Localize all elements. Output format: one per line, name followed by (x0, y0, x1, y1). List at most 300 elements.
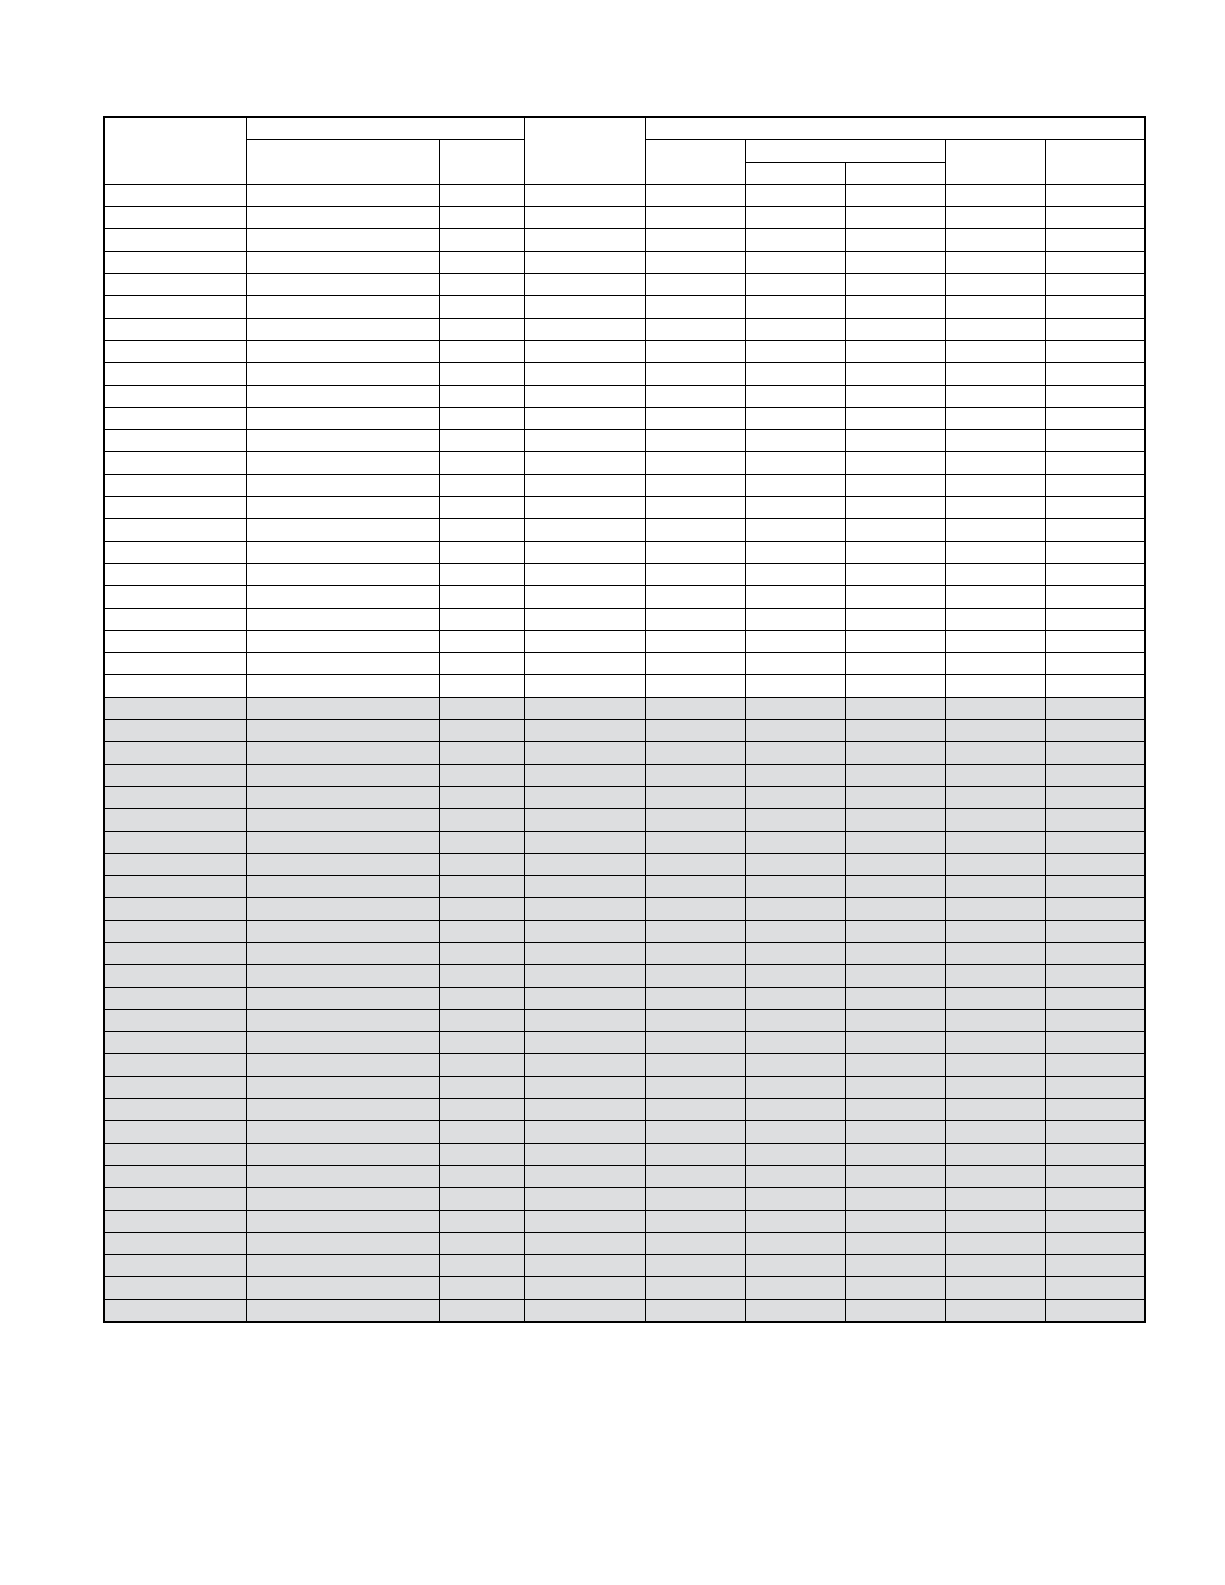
table-cell (246, 1255, 439, 1277)
table-row-shaded (104, 809, 1145, 831)
table-cell (645, 876, 745, 898)
table-cell (524, 1054, 645, 1076)
table-cell (745, 1076, 845, 1098)
table-row-shaded (104, 697, 1145, 719)
table-row-shaded (104, 1032, 1145, 1054)
table-cell (1045, 1255, 1145, 1277)
table-cell (645, 184, 745, 206)
table-cell (845, 1076, 945, 1098)
table-cell (1045, 474, 1145, 496)
header-cell (104, 117, 246, 184)
table-cell (524, 876, 645, 898)
table-cell (945, 697, 1045, 719)
table-cell (439, 1054, 524, 1076)
table-cell (104, 876, 246, 898)
table-row (104, 363, 1145, 385)
table-cell (439, 1099, 524, 1121)
table-cell (104, 720, 246, 742)
table-cell (104, 786, 246, 808)
table-cell (1045, 1299, 1145, 1322)
table-cell (104, 1299, 246, 1322)
table-cell (439, 1210, 524, 1232)
table-cell (945, 876, 1045, 898)
table-cell (439, 742, 524, 764)
header-row (104, 117, 1145, 140)
table-cell (246, 1277, 439, 1299)
table-cell (845, 608, 945, 630)
table-row (104, 407, 1145, 429)
table-cell (524, 385, 645, 407)
table-cell (845, 942, 945, 964)
table-cell (1045, 1054, 1145, 1076)
table-cell (845, 876, 945, 898)
table-row-shaded (104, 987, 1145, 1009)
table-cell (645, 296, 745, 318)
table-cell (745, 207, 845, 229)
table-cell (645, 1210, 745, 1232)
table-cell (1045, 318, 1145, 340)
table-cell (845, 296, 945, 318)
table-cell (745, 363, 845, 385)
table-cell (439, 318, 524, 340)
table-cell (104, 742, 246, 764)
table-cell (104, 1076, 246, 1098)
table-row (104, 563, 1145, 585)
table-cell (845, 1143, 945, 1165)
table-row (104, 675, 1145, 697)
table-cell (439, 497, 524, 519)
table-cell (745, 251, 845, 273)
table-cell (439, 430, 524, 452)
table-cell (645, 853, 745, 875)
table-cell (246, 407, 439, 429)
table-cell (439, 1255, 524, 1277)
table-cell (439, 1032, 524, 1054)
table-cell (745, 1299, 845, 1322)
table-cell (945, 407, 1045, 429)
table-cell (945, 1277, 1045, 1299)
table-cell (1045, 452, 1145, 474)
table-cell (104, 1121, 246, 1143)
header-cell (524, 117, 645, 184)
table-row-shaded (104, 1143, 1145, 1165)
table-cell (439, 563, 524, 585)
table-cell (524, 519, 645, 541)
table-cell (1045, 497, 1145, 519)
table-cell (745, 831, 845, 853)
header-cell (246, 140, 439, 185)
header-cell (845, 162, 945, 184)
table-cell (745, 853, 845, 875)
table-cell (945, 965, 1045, 987)
table-cell (104, 942, 246, 964)
table-cell (246, 184, 439, 206)
table-row-shaded (104, 1299, 1145, 1322)
table-cell (845, 1009, 945, 1031)
table-cell (645, 965, 745, 987)
table-cell (745, 452, 845, 474)
table-cell (246, 942, 439, 964)
table-cell (524, 987, 645, 1009)
table-cell (845, 653, 945, 675)
table-cell (945, 831, 1045, 853)
table-cell (524, 1188, 645, 1210)
table-cell (104, 920, 246, 942)
table-cell (439, 853, 524, 875)
table-cell (524, 1143, 645, 1165)
table-cell (845, 720, 945, 742)
table-cell (246, 1076, 439, 1098)
table-cell (524, 184, 645, 206)
table-row-shaded (104, 1121, 1145, 1143)
table-cell (1045, 831, 1145, 853)
table-cell (104, 898, 246, 920)
table-cell (845, 1210, 945, 1232)
table-row-shaded (104, 1277, 1145, 1299)
table-cell (845, 920, 945, 942)
table-cell (524, 229, 645, 251)
table-cell (1045, 809, 1145, 831)
table-cell (745, 1054, 845, 1076)
table-cell (1045, 630, 1145, 652)
table-cell (645, 497, 745, 519)
table-cell (524, 1255, 645, 1277)
table-cell (845, 363, 945, 385)
table-cell (439, 653, 524, 675)
table-row-shaded (104, 1076, 1145, 1098)
table-cell (246, 898, 439, 920)
table-cell (246, 1009, 439, 1031)
table-cell (745, 1277, 845, 1299)
table-cell (645, 653, 745, 675)
table-cell (745, 340, 845, 362)
table-cell (246, 586, 439, 608)
table-cell (1045, 1232, 1145, 1254)
table-cell (246, 519, 439, 541)
table-cell (845, 1099, 945, 1121)
table-cell (246, 1143, 439, 1165)
table-row (104, 385, 1145, 407)
table-cell (439, 229, 524, 251)
table-cell (645, 898, 745, 920)
table-cell (745, 697, 845, 719)
table-cell (439, 385, 524, 407)
table-cell (524, 563, 645, 585)
table-cell (104, 1188, 246, 1210)
table-cell (104, 630, 246, 652)
table-row (104, 430, 1145, 452)
table-cell (845, 764, 945, 786)
table-cell (439, 207, 524, 229)
table-cell (745, 586, 845, 608)
table-cell (439, 474, 524, 496)
table-cell (945, 430, 1045, 452)
table-cell (645, 1032, 745, 1054)
table-cell (945, 207, 1045, 229)
table-cell (524, 340, 645, 362)
header-cell (745, 162, 845, 184)
table-cell (104, 1032, 246, 1054)
table-cell (1045, 407, 1145, 429)
table-cell (524, 430, 645, 452)
table-cell (246, 697, 439, 719)
table-cell (645, 764, 745, 786)
table-cell (246, 809, 439, 831)
table-cell (645, 1054, 745, 1076)
table-cell (845, 563, 945, 585)
table-cell (645, 1232, 745, 1254)
table-cell (1045, 1143, 1145, 1165)
header-cell (945, 140, 1045, 185)
table-cell (645, 809, 745, 831)
table-cell (645, 541, 745, 563)
table-cell (945, 296, 1045, 318)
table-cell (524, 497, 645, 519)
table-cell (845, 1255, 945, 1277)
table-cell (945, 541, 1045, 563)
table-cell (745, 430, 845, 452)
table-cell (439, 541, 524, 563)
table-cell (439, 1121, 524, 1143)
table-cell (645, 1009, 745, 1031)
table-row (104, 519, 1145, 541)
table-cell (845, 831, 945, 853)
table-cell (745, 786, 845, 808)
table-cell (645, 519, 745, 541)
table-cell (439, 1299, 524, 1322)
table-cell (104, 407, 246, 429)
table-cell (104, 497, 246, 519)
table-cell (845, 430, 945, 452)
table-cell (945, 1188, 1045, 1210)
table-cell (645, 1165, 745, 1187)
table-row-shaded (104, 965, 1145, 987)
table-cell (645, 207, 745, 229)
table-cell (945, 653, 1045, 675)
table-cell (439, 675, 524, 697)
table-cell (1045, 1188, 1145, 1210)
table-cell (1045, 251, 1145, 273)
table-cell (645, 742, 745, 764)
table-cell (439, 184, 524, 206)
table-cell (645, 229, 745, 251)
table-cell (945, 497, 1045, 519)
table-cell (104, 1255, 246, 1277)
table-cell (945, 987, 1045, 1009)
table-cell (524, 541, 645, 563)
table-row-shaded (104, 1232, 1145, 1254)
table-cell (439, 987, 524, 1009)
table-cell (104, 1099, 246, 1121)
table-cell (745, 1210, 845, 1232)
table-cell (945, 184, 1045, 206)
table-cell (1045, 519, 1145, 541)
table-cell (645, 720, 745, 742)
table-cell (439, 831, 524, 853)
table-cell (246, 474, 439, 496)
table-cell (1045, 697, 1145, 719)
table-cell (745, 876, 845, 898)
table-cell (246, 318, 439, 340)
table-cell (1045, 563, 1145, 585)
table-cell (104, 474, 246, 496)
table-cell (845, 786, 945, 808)
table-cell (745, 720, 845, 742)
table-cell (439, 965, 524, 987)
table-row (104, 497, 1145, 519)
table-cell (1045, 786, 1145, 808)
table-row-shaded (104, 1054, 1145, 1076)
table-cell (439, 340, 524, 362)
table-row-shaded (104, 1210, 1145, 1232)
table-cell (524, 920, 645, 942)
table-cell (104, 1143, 246, 1165)
table-cell (104, 1165, 246, 1187)
table-cell (246, 1099, 439, 1121)
table-cell (845, 853, 945, 875)
table-cell (439, 876, 524, 898)
table-cell (246, 1232, 439, 1254)
table-cell (945, 764, 1045, 786)
table-cell (845, 207, 945, 229)
table-cell (745, 675, 845, 697)
table-row (104, 184, 1145, 206)
table-cell (104, 1232, 246, 1254)
table-cell (439, 1232, 524, 1254)
table-cell (945, 630, 1045, 652)
table-cell (845, 251, 945, 273)
table-cell (104, 764, 246, 786)
table-cell (645, 1255, 745, 1277)
table-cell (524, 898, 645, 920)
table-cell (645, 363, 745, 385)
table-cell (104, 1277, 246, 1299)
table-cell (524, 1009, 645, 1031)
table-cell (246, 764, 439, 786)
table-cell (945, 1009, 1045, 1031)
table-cell (645, 1143, 745, 1165)
table-cell (104, 675, 246, 697)
table-cell (1045, 1099, 1145, 1121)
table-cell (645, 452, 745, 474)
table-cell (524, 1210, 645, 1232)
table-cell (104, 1210, 246, 1232)
table-cell (524, 653, 645, 675)
table-row (104, 229, 1145, 251)
table-cell (745, 274, 845, 296)
table-row (104, 608, 1145, 630)
table-cell (845, 474, 945, 496)
table-row-shaded (104, 831, 1145, 853)
table-cell (1045, 876, 1145, 898)
table-cell (439, 407, 524, 429)
table-cell (845, 1054, 945, 1076)
table-cell (524, 720, 645, 742)
table-cell (945, 1165, 1045, 1187)
table-cell (524, 1121, 645, 1143)
table-cell (645, 251, 745, 273)
table-row (104, 274, 1145, 296)
table-cell (439, 1188, 524, 1210)
table-cell (845, 1299, 945, 1322)
table-cell (524, 207, 645, 229)
table-cell (246, 1054, 439, 1076)
table-cell (1045, 340, 1145, 362)
table-row-shaded (104, 853, 1145, 875)
table-cell (524, 608, 645, 630)
table-cell (246, 497, 439, 519)
table-cell (524, 1277, 645, 1299)
table-cell (104, 274, 246, 296)
table-cell (104, 229, 246, 251)
table-cell (745, 1121, 845, 1143)
table-cell (439, 363, 524, 385)
table-cell (1045, 1076, 1145, 1098)
table-cell (246, 207, 439, 229)
table-cell (246, 675, 439, 697)
table-cell (246, 1032, 439, 1054)
table-cell (439, 920, 524, 942)
table-cell (945, 675, 1045, 697)
table-cell (439, 519, 524, 541)
table-cell (745, 1009, 845, 1031)
table-cell (845, 407, 945, 429)
table-cell (945, 340, 1045, 362)
table-cell (1045, 1032, 1145, 1054)
table-cell (246, 742, 439, 764)
table-cell (104, 853, 246, 875)
table-cell (524, 853, 645, 875)
table-cell (945, 898, 1045, 920)
table-cell (745, 608, 845, 630)
table-cell (945, 1255, 1045, 1277)
table-cell (104, 452, 246, 474)
table-cell (745, 742, 845, 764)
table-cell (246, 229, 439, 251)
table-row (104, 474, 1145, 496)
table-cell (845, 497, 945, 519)
table-cell (246, 965, 439, 987)
table-cell (745, 809, 845, 831)
table-cell (645, 697, 745, 719)
table-cell (645, 274, 745, 296)
table-cell (945, 1054, 1045, 1076)
table-cell (246, 853, 439, 875)
header-cell (1045, 140, 1145, 185)
table-cell (1045, 742, 1145, 764)
table-cell (439, 1009, 524, 1031)
table-row-shaded (104, 1009, 1145, 1031)
table-cell (945, 742, 1045, 764)
table-cell (945, 786, 1045, 808)
table-cell (439, 1076, 524, 1098)
table-cell (246, 541, 439, 563)
table-cell (524, 742, 645, 764)
table-cell (745, 519, 845, 541)
table-row-shaded (104, 764, 1145, 786)
table-cell (645, 407, 745, 429)
table-cell (845, 965, 945, 987)
header-cell (439, 140, 524, 185)
table-cell (246, 563, 439, 585)
table-header (104, 117, 1145, 184)
table-cell (645, 586, 745, 608)
table-cell (246, 296, 439, 318)
table-row-shaded (104, 1255, 1145, 1277)
table-row (104, 340, 1145, 362)
table-cell (246, 630, 439, 652)
table-row-shaded (104, 898, 1145, 920)
